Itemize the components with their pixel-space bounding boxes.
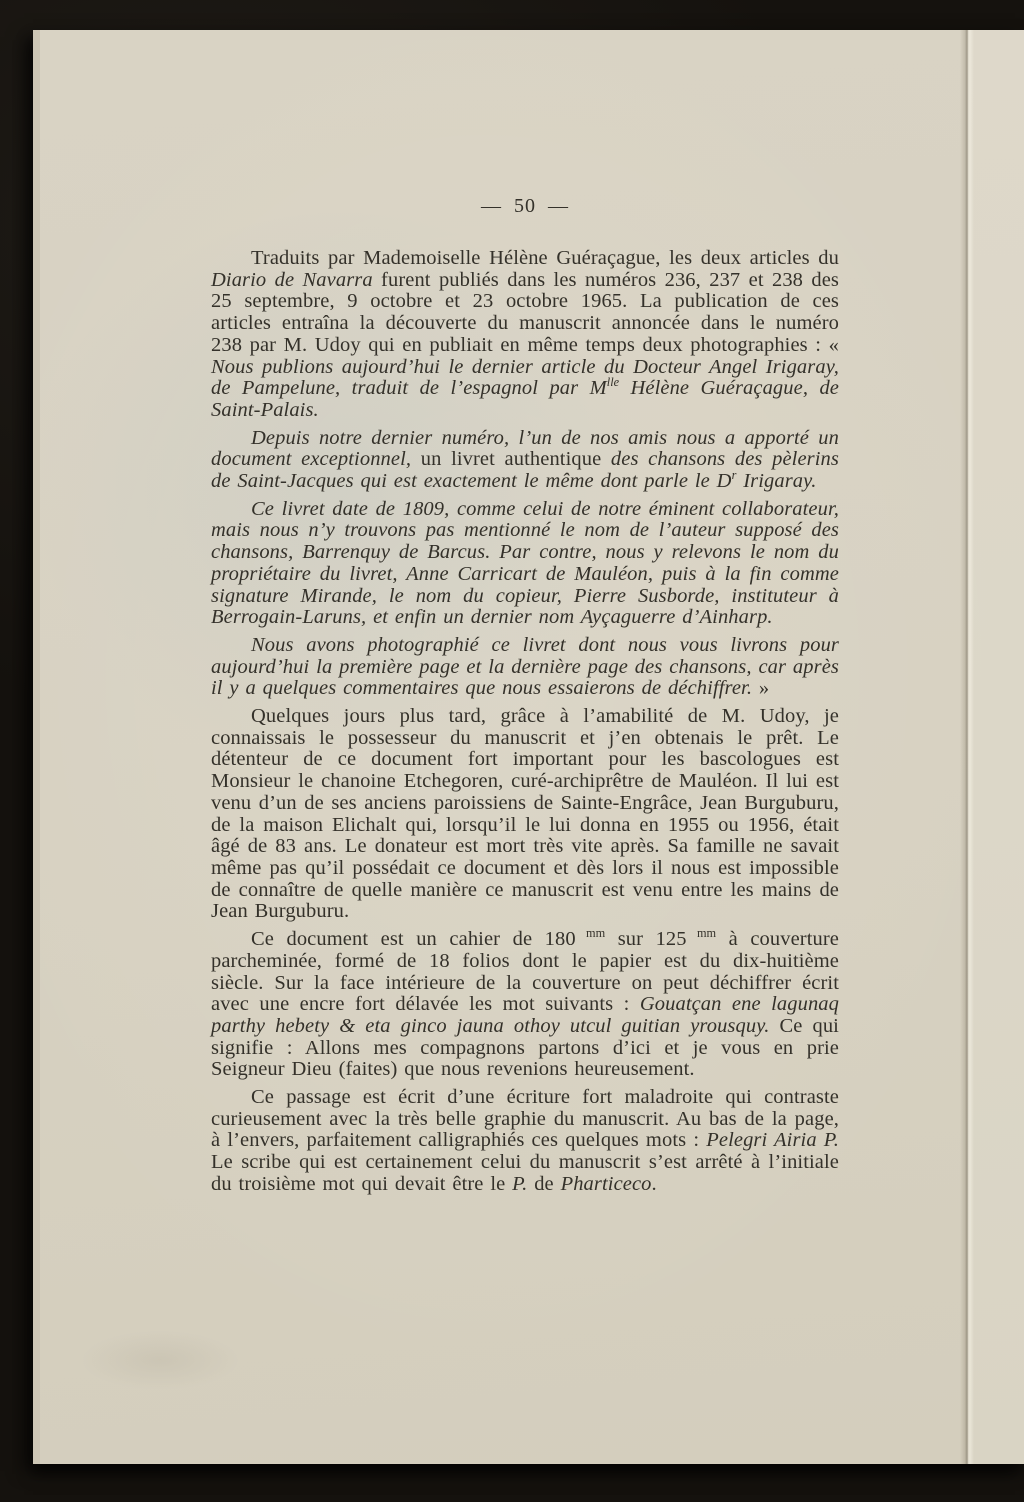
text-segment: à couverture parcheminée, formé de 18 folios dont le papier est du dix-huitième siècle. Sur la face intérieure de la couverture on peut déchiffrer écrit avec une encre fort délavée les mot suivants : bbox=[211, 928, 839, 1016]
paragraph bbox=[211, 248, 839, 422]
paragraph bbox=[211, 428, 839, 493]
paragraph bbox=[211, 706, 839, 923]
text-segment: Le scribe qui est certainement celui du manuscrit s’est arrêté à l’initiale du troisième mot qui devait être le bbox=[211, 1151, 839, 1195]
text-segment: de bbox=[527, 1172, 561, 1195]
paragraph bbox=[211, 499, 839, 629]
text-segment: lle bbox=[606, 375, 620, 390]
text-segment: Ce document est un cahier de 180 bbox=[251, 928, 576, 951]
text-segment: Nous publions aujourd’hui le dernier article du Docteur Angel Irigaray, de Pampelune, traduit de l’espagnol par M bbox=[211, 355, 839, 400]
adjacent-page-edge bbox=[970, 30, 1024, 1464]
text-segment: Pelegri Airia P. bbox=[706, 1129, 840, 1152]
text-segment: mm bbox=[575, 926, 606, 941]
text-segment: Nous avons photographié ce livret dont nous vous livrons pour aujourd’hui la première page et la dernière page des chansons, car après il y a quelques commentaires que nous essaierons de déchiffrer. bbox=[211, 633, 839, 700]
text-segment: Ce passage est écrit d’une écriture fort maladroite qui contraste curieusement avec la très belle graphie du manuscrit. Au bas de la page, à l’envers, parfaitement calligraphiés ces quelques mots : bbox=[211, 1086, 839, 1152]
text-segment: . bbox=[651, 1172, 657, 1195]
text-segment: furent publiés dans les numéros 236, 237 et 238 des 25 septembre, 9 octobre et 23 octobre 1965. La publication de ces articles entraîna la découverte du manuscrit annoncée dans le numéro 238 par M. Udoy qui en publiait en même temps deux photographies : « bbox=[211, 268, 839, 356]
paragraph bbox=[211, 1087, 839, 1196]
text-segment: Traduits par Mademoiselle Hélène Guéraçague, les deux articles du bbox=[251, 247, 839, 269]
text-segment: sur 125 bbox=[605, 928, 687, 951]
text-segment: Irigaray. bbox=[736, 470, 817, 493]
text-segment: Gouatçan ene lagunaq parthy hebety & eta ginco jauna othoy utcul guitian yrousquy. bbox=[211, 993, 839, 1037]
text-segment: Diario de Navarra bbox=[211, 268, 373, 291]
text-segment: Ce qui signifie : Allons mes compagnons partons d’ici et je vous en prie Seigneur Dieu (faites) que nous revenions heureusement. bbox=[211, 1014, 839, 1081]
text-segment: Quelques jours plus tard, grâce à l’amabilité de M. Udoy, je connaissais le possesseur du manuscrit et j’en obtenais le prêt. Le détenteur de ce document fort important pour les bascologues est Monsieur le chanoine Etchegoren, curé-archiprêtre de Mauléon. Il lui est venu d’un de ses anciens paroissiens de Sainte-Engrâce, Jean Burguburu, de la maison Elichalt qui, lorsqu’il le lui donna en 1955 ou 1956, était âgé de 83 ans. Le donateur est mort très vite après. Sa famille ne savait même pas qu’il possédait ce document et dès lors il nous est impossible de connaître de quelle manière ce manuscrit est venu entre les mains de Jean Burguburu. bbox=[211, 705, 839, 923]
text-segment: des chansons des pèlerins de Saint-Jacques qui est exactement le même dont parle le D bbox=[211, 448, 839, 493]
paragraph bbox=[211, 635, 839, 700]
paragraphs bbox=[211, 248, 839, 1196]
text-segment: un livret authentique bbox=[411, 448, 611, 471]
page-number: — 50 — bbox=[481, 195, 569, 217]
page-fold-crease bbox=[960, 30, 974, 1464]
text-segment: Pharticeco bbox=[560, 1172, 652, 1195]
paragraph bbox=[211, 926, 839, 1081]
text-segment: Depuis notre dernier numéro, l’un de nos amis nous a apporté un document exceptionnel, bbox=[211, 426, 839, 471]
book-page bbox=[33, 30, 1024, 1464]
text-segment: Hélène Guéraçague, de Saint-Palais. bbox=[211, 377, 839, 421]
text-column bbox=[211, 195, 839, 1196]
text-segment: r bbox=[731, 468, 737, 483]
text-segment: P. bbox=[512, 1172, 528, 1195]
text-segment: mm bbox=[686, 926, 717, 941]
text-segment: » bbox=[752, 677, 770, 700]
paper-stain bbox=[80, 1330, 240, 1390]
text-segment: Ce livret date de 1809, comme celui de notre éminent collaborateur, mais nous n’y trouvons pas mentionné le nom de l’auteur supposé des chansons, Barrenquy de Barcus. Par contre, nous y relevons le nom du propriétaire du livret, Anne Carricart de Mauléon, puis à la fin comme signature Mirande, le nom du copieur, Pierre Susborde, instituteur à Berrogain-Laruns, et enfin un dernier nom Ayçaguerre d’Ainharp. bbox=[211, 497, 839, 629]
